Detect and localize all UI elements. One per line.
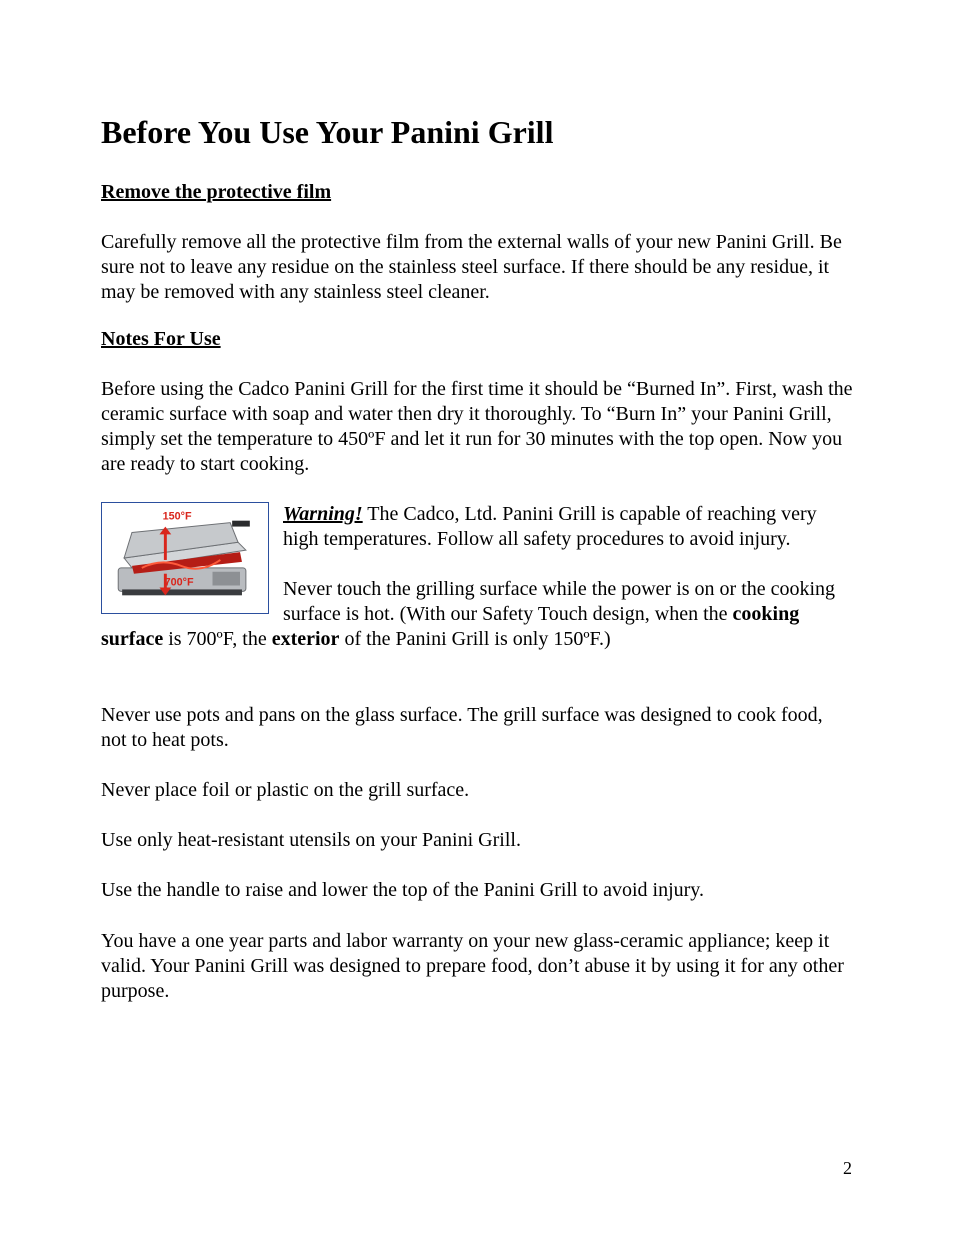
note-utensils: Use only heat-resistant utensils on your Panini Grill. bbox=[101, 829, 521, 851]
page-title: Before You Use Your Panini Grill bbox=[101, 114, 554, 150]
safety-touch-text-3: of the Panini Grill is only 150ºF.) bbox=[339, 628, 611, 650]
page-number: 2 bbox=[843, 1158, 852, 1178]
exterior-emphasis: exterior bbox=[271, 628, 340, 650]
protective-film-paragraph: Carefully remove all the protective film from the external walls of your new Panini Grill. Be sure not to leave any residue on the stainless steel surface. If there should be any residue, it may be removed with any stainless steel cleaner. bbox=[101, 231, 842, 303]
note-foil-plastic: Never place foil or plastic on the grill surface. bbox=[101, 779, 470, 801]
burn-in-paragraph: Before using the Cadco Panini Grill for the first time it should be “Burned In”. First, wash the ceramic surface with soap and water then dry it thoroughly. To “Burn In” your Panini Grill, simply set the temperature to 450ºF and let it run for 30 minutes with the top open. Now you are ready to start cooking. bbox=[101, 378, 853, 475]
note-handle: Use the handle to raise and lower the top of the Panini Grill to avoid injury. bbox=[101, 879, 705, 901]
safety-touch-text-1: Never touch the grilling surface while the power is on or the cooking surface is hot. (With our Safety Touch design, when the bbox=[283, 578, 836, 625]
section-heading-protective-film: Remove the protective film bbox=[101, 181, 332, 203]
label-150f: 150°F bbox=[162, 510, 192, 523]
grill-illustration bbox=[102, 503, 268, 613]
cooking-surface-emphasis: cooking surface bbox=[101, 603, 800, 650]
label-700f: 700°F bbox=[164, 576, 194, 589]
warning-label: Warning! bbox=[283, 503, 363, 525]
section-heading-notes-for-use: Notes For Use bbox=[101, 328, 221, 350]
warning-block bbox=[101, 502, 853, 652]
note-pots-pans: Never use pots and pans on the glass surface. The grill surface was designed to cook food, not to heat pots. bbox=[101, 704, 823, 751]
panini-grill-image bbox=[101, 502, 269, 614]
warning-text: The Cadco, Ltd. Panini Grill is capable of reaching very high temperatures. Follow all safety procedures to avoid injury. bbox=[283, 503, 817, 550]
safety-touch-text-2: is 700ºF, the bbox=[163, 628, 272, 650]
note-warranty: You have a one year parts and labor warranty on your new glass-ceramic appliance; keep it valid. Your Panini Grill was designed to prepare food, don’t abuse it by using it for any other purpose. bbox=[101, 930, 844, 1002]
